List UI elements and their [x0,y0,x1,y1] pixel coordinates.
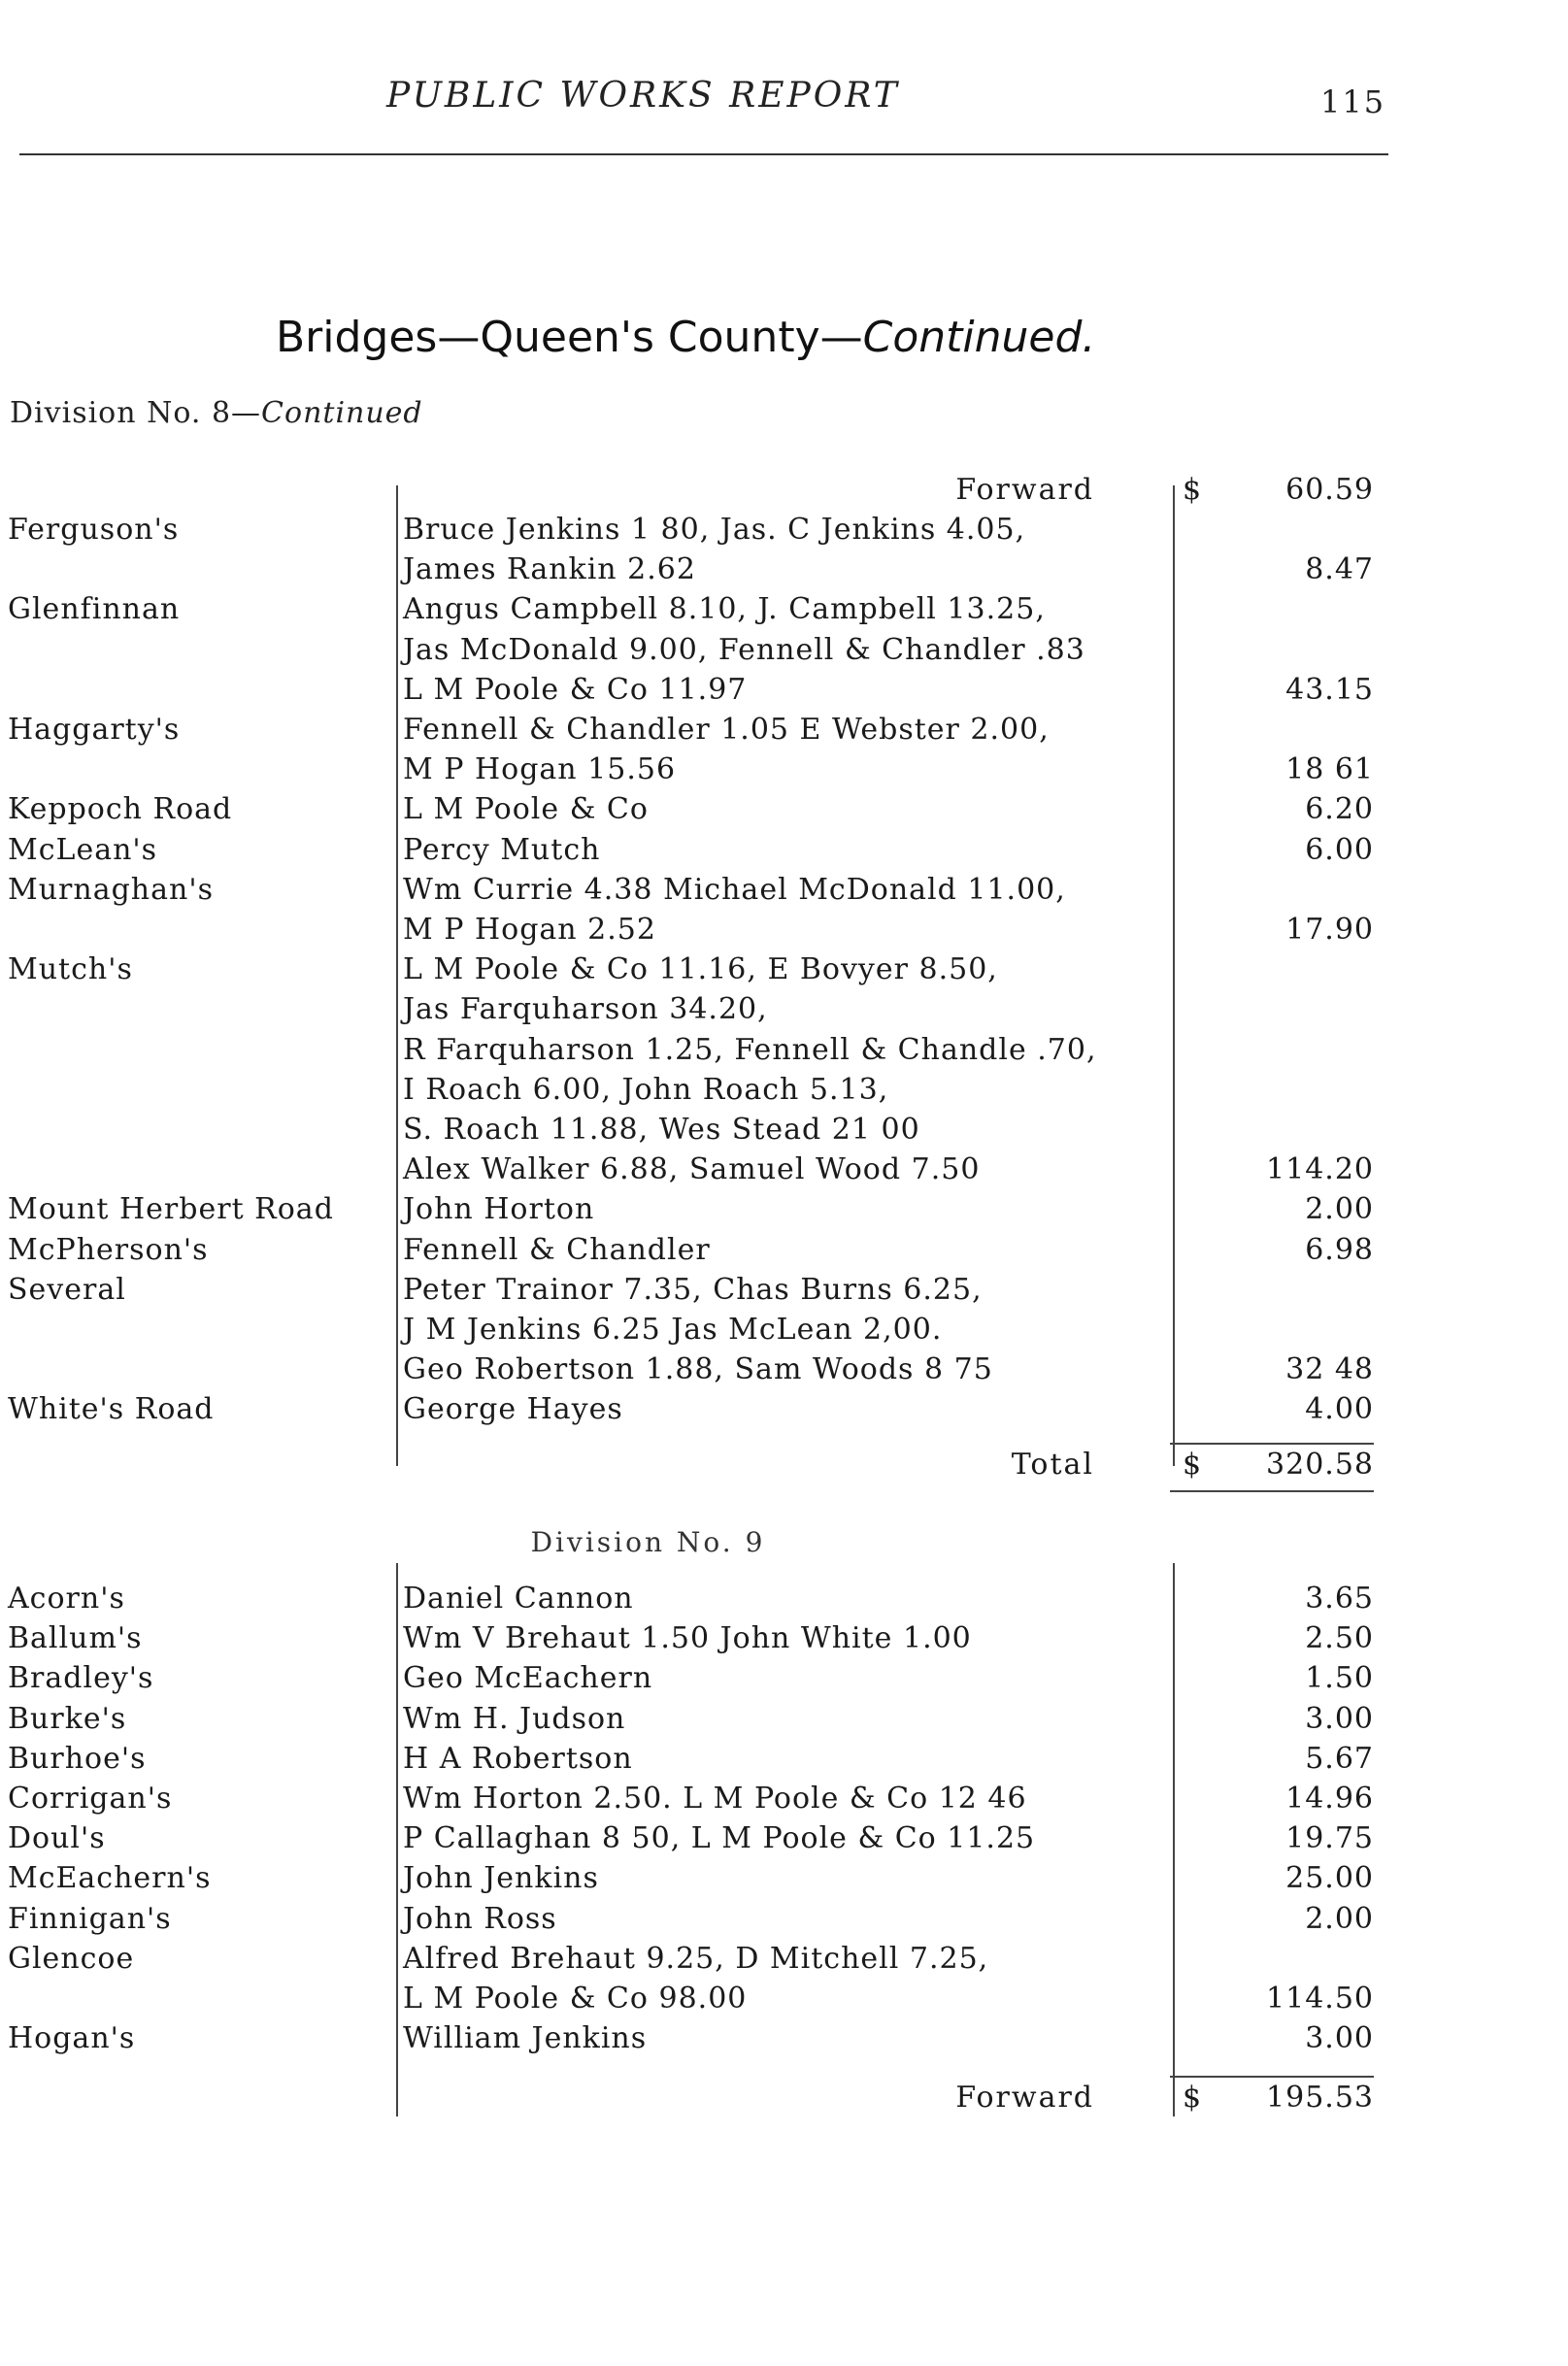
total-row [0,1445,1568,1484]
payees-text: M P Hogan 2.52 [403,913,656,947]
title-main: Bridges—Queen's County— [276,313,863,362]
bridge-name: Mount Herbert Road [8,1192,334,1227]
payees-text: Jas Farquharson 34.20, [403,992,768,1027]
payees-text: P Callaghan 8 50, L M Poole & Co 11.25 [403,1821,1036,1856]
bridge-name: Keppoch Road [8,792,233,827]
table-row [0,630,1568,670]
amount-value: 19.75 [1285,1821,1374,1856]
amount-value: 3.00 [1305,1701,1374,1736]
amount-value: 8.47 [1305,552,1374,587]
bridge-name: Finnigan's [8,1901,172,1936]
payees-text: R Farquharson 1.25, Fennell & Chandle .70, [403,1032,1097,1067]
table-row [0,670,1568,710]
column-rule-left-9 [396,1563,398,2116]
page-number: 115 [1320,83,1386,120]
amount-value: 2.00 [1305,1901,1374,1936]
forward-label: Forward [955,473,1094,507]
column-rule-right-9 [1173,1563,1175,2116]
division-9-forward-label: Forward [955,2081,1094,2115]
bridge-name: Burhoe's [8,1741,147,1776]
payees-text: L M Poole & Co 11.16, E Bovyer 8.50, [403,952,998,987]
bridge-name: Acorn's [8,1582,125,1616]
amount-value: 3.00 [1305,2021,1374,2056]
table-row [0,1350,1568,1389]
amount-value: 18 61 [1285,752,1374,787]
division-9-heading [0,1526,1568,1558]
payees-text: William Jenkins [403,2021,648,2056]
amount-value: 25.00 [1285,1861,1374,1896]
table-row [0,1899,1568,1939]
payees-text: Bruce Jenkins 1 80, Jas. C Jenkins 4.05, [403,513,1026,547]
amount-value: 6.20 [1305,792,1374,827]
table-row [0,1230,1568,1270]
table-row [0,1579,1568,1618]
forward-dollar: $ [1183,473,1202,507]
amount-value: 6.98 [1305,1232,1374,1267]
amount-value: 14.96 [1285,1782,1374,1816]
payees-text: Jas McDonald 9.00, Fennell & Chandler .83 [403,632,1085,667]
division-9-forward-amount: 195.53 [1266,2081,1374,2115]
table-row [0,1030,1568,1070]
bridge-name: Doul's [8,1821,106,1856]
payees-text: J M Jenkins 6.25 Jas McLean 2,00. [403,1313,943,1347]
table-row [0,1739,1568,1779]
running-title: PUBLIC WORKS REPORT [386,76,900,116]
table-row [0,510,1568,550]
division-8-heading [10,396,423,430]
total-amount: 320.58 [1266,1448,1374,1482]
table-row [0,1699,1568,1739]
amount-value: 17.90 [1285,913,1374,947]
table-row [0,950,1568,989]
payees-text: H A Robertson [403,1741,633,1776]
total-underline [1170,1490,1374,1492]
amount-value: 114.50 [1266,1982,1374,2016]
bridge-name: Mutch's [8,952,133,987]
table-row [0,550,1568,589]
table-row [0,1939,1568,1979]
bridge-name: Ballum's [8,1621,143,1656]
bridge-name: McLean's [8,832,158,867]
amount-value: 3.65 [1305,1582,1374,1616]
column-rule-left [396,485,398,1466]
payees-text: L M Poole & Co 11.97 [403,672,748,707]
table-row [0,1189,1568,1229]
bridge-name: Several [8,1272,126,1307]
division-9-forward-row [0,2078,1568,2117]
bridge-name: Burke's [8,1701,127,1736]
table-row [0,1618,1568,1658]
payees-text: John Ross [403,1901,557,1936]
payees-text: Geo McEachern [403,1661,653,1696]
payees-text: L M Poole & Co 98.00 [403,1982,748,2016]
payees-text: James Rankin 2.62 [403,552,696,587]
page-title [276,313,1095,362]
table-row [0,910,1568,950]
table-row [0,589,1568,629]
amount-value: 1.50 [1305,1661,1374,1696]
table-row [0,1270,1568,1310]
payees-text: S. Roach 11.88, Wes Stead 21 00 [403,1113,920,1147]
payees-text: Angus Campbell 8.10, J. Campbell 13.25, [403,592,1046,627]
total-label: Total [1011,1448,1094,1482]
total-dollar: $ [1183,1448,1202,1482]
bridge-name: McEachern's [8,1861,212,1896]
payees-text: John Horton [403,1192,595,1227]
table-row [0,1858,1568,1898]
amount-value: 32 48 [1285,1352,1374,1387]
forward-amount: 60.59 [1285,473,1374,507]
payees-text: L M Poole & Co [403,792,649,827]
amount-value: 43.15 [1285,672,1374,707]
bridge-name: Corrigan's [8,1782,173,1816]
payees-text: Geo Robertson 1.88, Sam Woods 8 75 [403,1352,993,1387]
bridge-name: Bradley's [8,1661,154,1696]
payees-text: George Hayes [403,1392,623,1427]
title-continued: Continued. [862,313,1096,362]
amount-value: 5.67 [1305,1741,1374,1776]
bridge-name: Glencoe [8,1941,135,1976]
table-row [0,1070,1568,1110]
payees-text: Wm V Brehaut 1.50 John White 1.00 [403,1621,972,1656]
amount-value: 114.20 [1266,1152,1374,1187]
table-row [0,2018,1568,2058]
payees-text: John Jenkins [403,1861,599,1896]
bridge-name: Murnaghan's [8,872,214,907]
table-row [0,1150,1568,1189]
division-8-label: Division No. 8— [10,396,262,430]
amount-value: 6.00 [1305,832,1374,867]
table-row [0,1110,1568,1150]
table-row [0,989,1568,1029]
division-8-continued: Continued [261,396,423,430]
table-row [0,1818,1568,1858]
bridge-name: Haggarty's [8,713,181,747]
payees-text: Peter Trainor 7.35, Chas Burns 6.25, [403,1272,983,1307]
payees-text: Wm H. Judson [403,1701,626,1736]
bridge-name: Glenfinnan [8,592,181,627]
forward-row [0,470,1568,510]
payees-text: M P Hogan 15.56 [403,752,677,787]
table-row [0,1658,1568,1698]
running-header [0,76,1568,124]
amount-value: 2.00 [1305,1192,1374,1227]
payees-text: Wm Horton 2.50. L M Poole & Co 12 46 [403,1782,1027,1816]
bridge-name: Hogan's [8,2021,136,2056]
header-rule [19,153,1388,155]
table-row [0,789,1568,829]
payees-text: Wm Currie 4.38 Michael McDonald 11.00, [403,872,1066,907]
division-9-forward-dollar: $ [1183,2081,1202,2115]
table-row [0,870,1568,910]
amount-value: 4.00 [1305,1392,1374,1427]
amount-value: 2.50 [1305,1621,1374,1656]
column-rule-right [1173,485,1175,1466]
table-row [0,710,1568,750]
bridge-name: Ferguson's [8,513,180,547]
payees-text: Percy Mutch [403,832,601,867]
table-row [0,1779,1568,1818]
payees-text: Fennell & Chandler [403,1232,711,1267]
payees-text: Alfred Brehaut 9.25, D Mitchell 7.25, [403,1941,989,1976]
table-row [0,830,1568,870]
payees-text: I Roach 6.00, John Roach 5.13, [403,1072,889,1107]
bridge-name: McPherson's [8,1232,209,1267]
bridge-name: White's Road [8,1392,215,1427]
table-row [0,750,1568,789]
table-row [0,1979,1568,2018]
table-row [0,1389,1568,1429]
payees-text: Alex Walker 6.88, Samuel Wood 7.50 [403,1152,981,1187]
division-9-label: Division No. 9 [530,1526,766,1558]
payees-text: Fennell & Chandler 1.05 E Webster 2.00, [403,713,1050,747]
payees-text: Daniel Cannon [403,1582,634,1616]
table-row [0,1310,1568,1350]
